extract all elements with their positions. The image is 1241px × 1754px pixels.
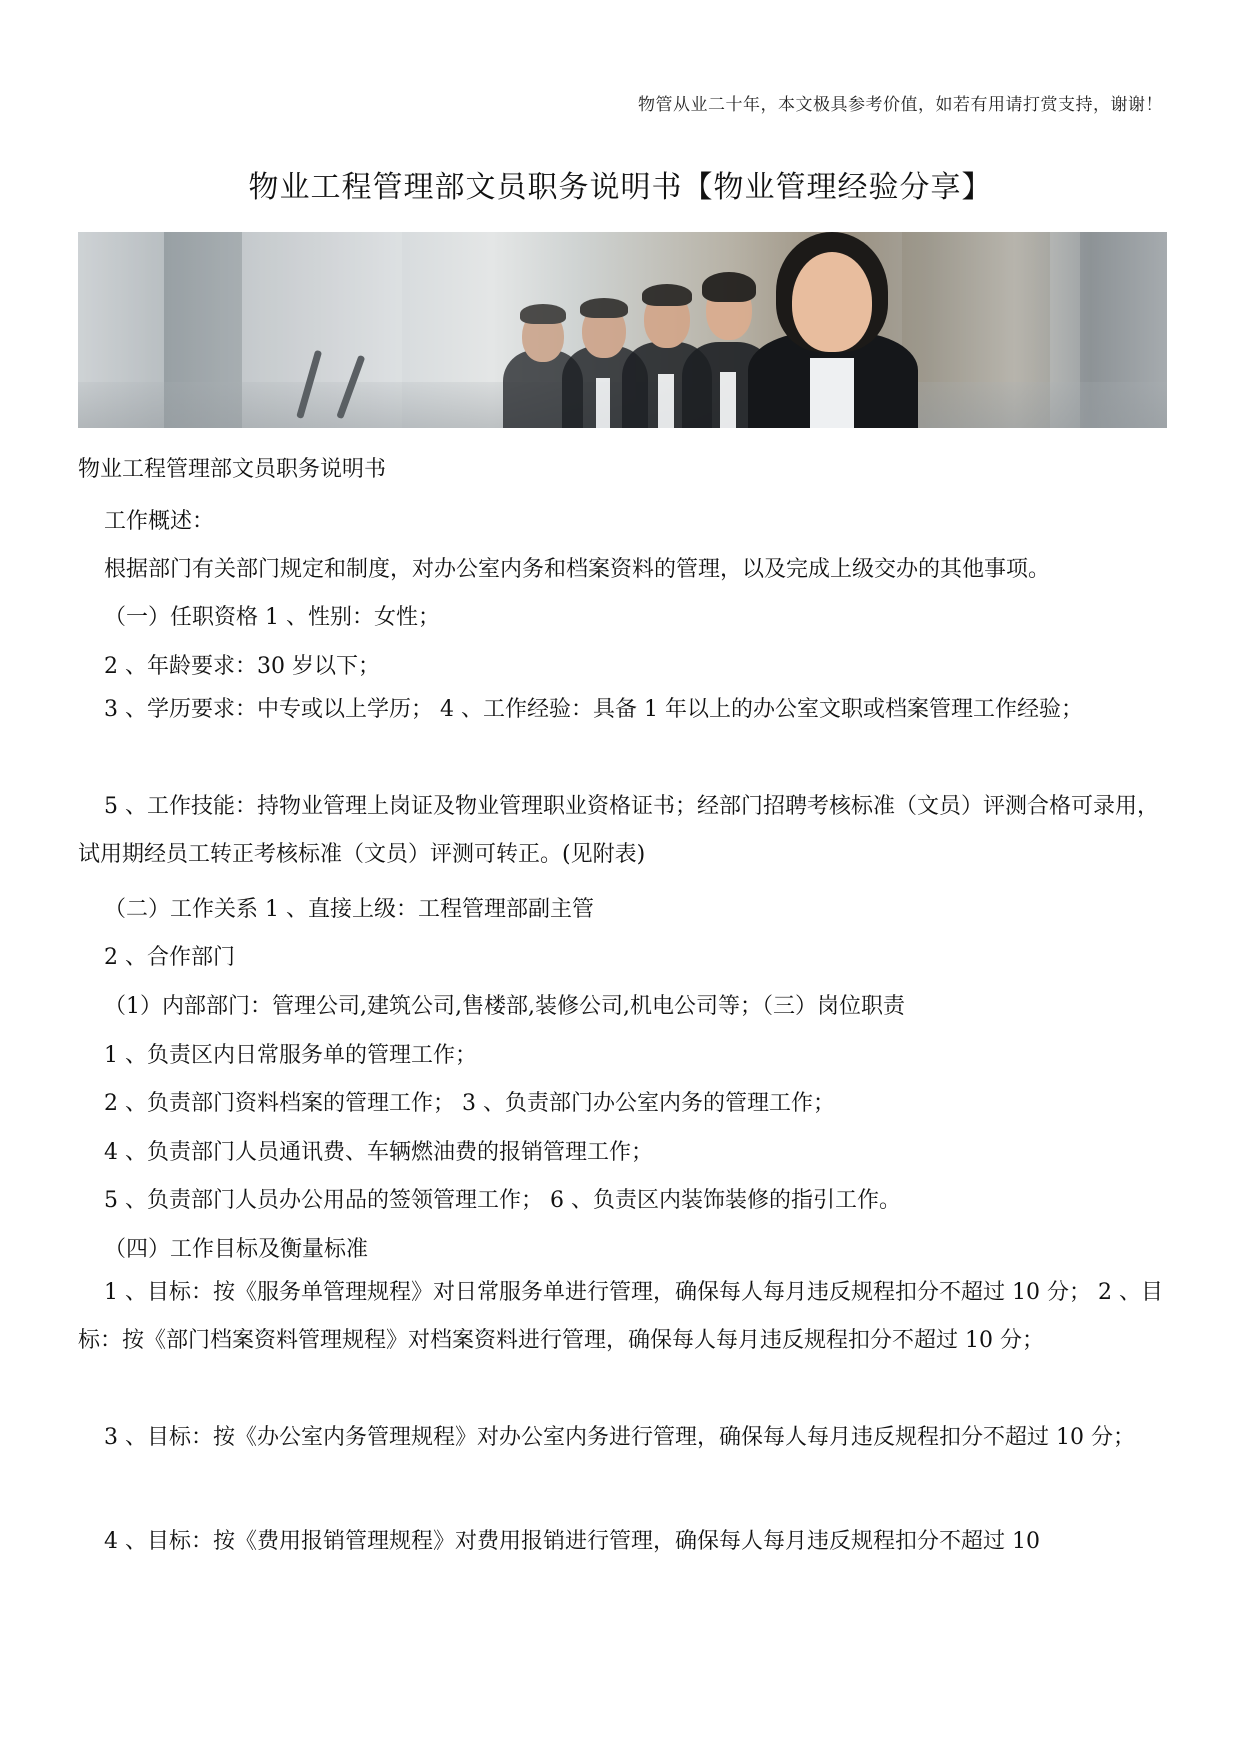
paragraph: 5 、工作技能：持物业管理上岗证及物业管理职业资格证书；经部门招聘考核标准（文员）评测合格可录用，试用期经员工转正考核标准（文员）评测可转正。(见附表) xyxy=(78,794,1159,867)
person-figure-foreground xyxy=(738,232,928,428)
header-note: 物管从业二十年，本文极具参考价值，如若有用请打赏支持，谢谢！ xyxy=(638,95,1163,115)
paragraph: 3 、目标：按《办公室内务管理规程》对办公室内务进行管理，确保每人每月违反规程扣分不超过 10 分； xyxy=(104,1425,1135,1450)
paragraph: （二）工作关系 1 、直接上级：工程管理部副主管 xyxy=(104,897,594,922)
paragraph: 1 、目标：按《服务单管理规程》对日常服务单进行管理，确保每人每月违反规程扣分不超过 10 分； 2 、目标：按《部门档案资料管理规程》对档案资料进行管理，确保每人每月违反规程扣分不超过 10 分； xyxy=(78,1280,1163,1353)
banner-image xyxy=(78,232,1167,428)
section-heading: 物业工程管理部文员职务说明书 xyxy=(78,457,387,482)
paragraph: 5 、负责部门人员办公用品的签领管理工作； 6 、负责区内装饰装修的指引工作。 xyxy=(104,1188,901,1213)
paragraph: 3 、学历要求：中专或以上学历； 4 、工作经验：具备 1 年以上的办公室文职或档案管理工作经验； xyxy=(104,697,1083,722)
paragraph: 工作概述： xyxy=(104,509,215,534)
paragraph: 4 、目标：按《费用报销管理规程》对费用报销进行管理，确保每人每月违反规程扣分不超过 10 xyxy=(104,1529,1040,1554)
paragraph: （一）任职资格 1 、性别：女性； xyxy=(104,605,440,630)
document-title: 物业工程管理部文员职务说明书【物业管理经验分享】 xyxy=(248,170,993,205)
paragraph: 1 、负责区内日常服务单的管理工作； xyxy=(104,1043,477,1068)
paragraph: （1）内部部门：管理公司,建筑公司,售楼部,装修公司,机电公司等；（三）岗位职责 xyxy=(104,994,905,1019)
paragraph: 2 、负责部门资料档案的管理工作； 3 、负责部门办公室内务的管理工作； xyxy=(104,1091,835,1116)
paragraph: 2 、年龄要求：30 岁以下； xyxy=(104,654,380,679)
paragraph: （四）工作目标及衡量标准 xyxy=(104,1237,369,1262)
paragraph: 根据部门有关部门规定和制度，对办公室内务和档案资料的管理，以及完成上级交办的其他事项。 xyxy=(104,557,1051,582)
paragraph: 2 、合作部门 xyxy=(104,945,235,970)
paragraph: 4 、负责部门人员通讯费、车辆燃油费的报销管理工作； xyxy=(104,1140,653,1165)
